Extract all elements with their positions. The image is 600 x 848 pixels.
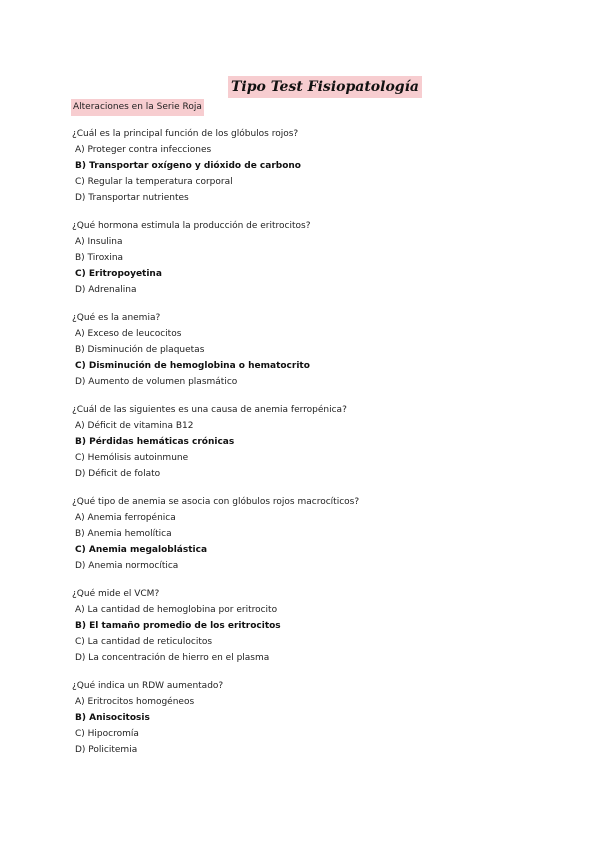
answer-option: D) Anemia normocítica (75, 561, 179, 571)
answer-option: A) Eritrocitos homogéneos (75, 697, 195, 707)
question-text: ¿Qué mide el VCM? (72, 589, 160, 599)
question-text: ¿Qué tipo de anemia se asocia con glóbulos rojos macrocíticos? (72, 497, 360, 507)
answer-option: D) Policitemia (75, 745, 138, 755)
answer-option-correct: B) El tamaño promedio de los eritrocitos (75, 621, 281, 631)
answer-option: B) Anemia hemolítica (75, 529, 172, 539)
answer-option-correct: B) Transportar oxígeno y dióxido de carbono (75, 161, 301, 171)
answer-option: D) Transportar nutrientes (75, 193, 189, 203)
answer-option: C) La cantidad de reticulocitos (75, 637, 213, 647)
answer-option: C) Hemólisis autoinmune (75, 453, 189, 463)
answer-option: C) Regular la temperatura corporal (75, 177, 233, 187)
question-text: ¿Cuál es la principal función de los glóbulos rojos? (72, 129, 299, 139)
question-text: ¿Cuál de las siguientes es una causa de anemia ferropénica? (72, 405, 347, 415)
answer-option: C) Hipocromía (75, 729, 139, 739)
answer-option-correct: C) Disminución de hemoglobina o hematocrito (75, 361, 310, 371)
question-text: ¿Qué hormona estimula la producción de eritrocitos? (72, 221, 311, 231)
question-text: ¿Qué indica un RDW aumentado? (72, 681, 224, 691)
answer-option-correct: B) Anisocitosis (75, 713, 150, 723)
question-text: ¿Qué es la anemia? (72, 313, 161, 323)
answer-option-correct: C) Anemia megaloblástica (75, 545, 208, 555)
answer-option: B) Disminución de plaquetas (75, 345, 205, 355)
answer-option: A) Anemia ferropénica (75, 513, 176, 523)
answer-option: D) La concentración de hierro en el plasma (75, 653, 270, 663)
answer-option: D) Aumento de volumen plasmático (75, 377, 238, 387)
question-block (72, 218, 572, 298)
answer-option: A) La cantidad de hemoglobina por eritrocito (75, 605, 278, 615)
answer-option: A) Déficit de vitamina B12 (75, 421, 194, 431)
answer-option-correct: C) Eritropoyetina (75, 269, 162, 279)
question-block (72, 678, 572, 758)
question-list (72, 126, 572, 770)
answer-option-correct: B) Pérdidas hemáticas crónicas (75, 437, 235, 447)
question-block (72, 402, 572, 482)
answer-option: D) Adrenalina (75, 285, 137, 295)
document-title: Tipo Test Fisiopatología (228, 76, 422, 98)
question-block (72, 494, 572, 574)
answer-option: A) Proteger contra infecciones (75, 145, 212, 155)
section-heading: Alteraciones en la Serie Roja (71, 99, 204, 116)
question-block (72, 586, 572, 666)
answer-option: D) Déficit de folato (75, 469, 161, 479)
answer-option: A) Exceso de leucocitos (75, 329, 182, 339)
answer-option: A) Insulina (75, 237, 123, 247)
answer-option: B) Tiroxina (75, 253, 124, 263)
question-block (72, 126, 572, 206)
question-block (72, 310, 572, 390)
